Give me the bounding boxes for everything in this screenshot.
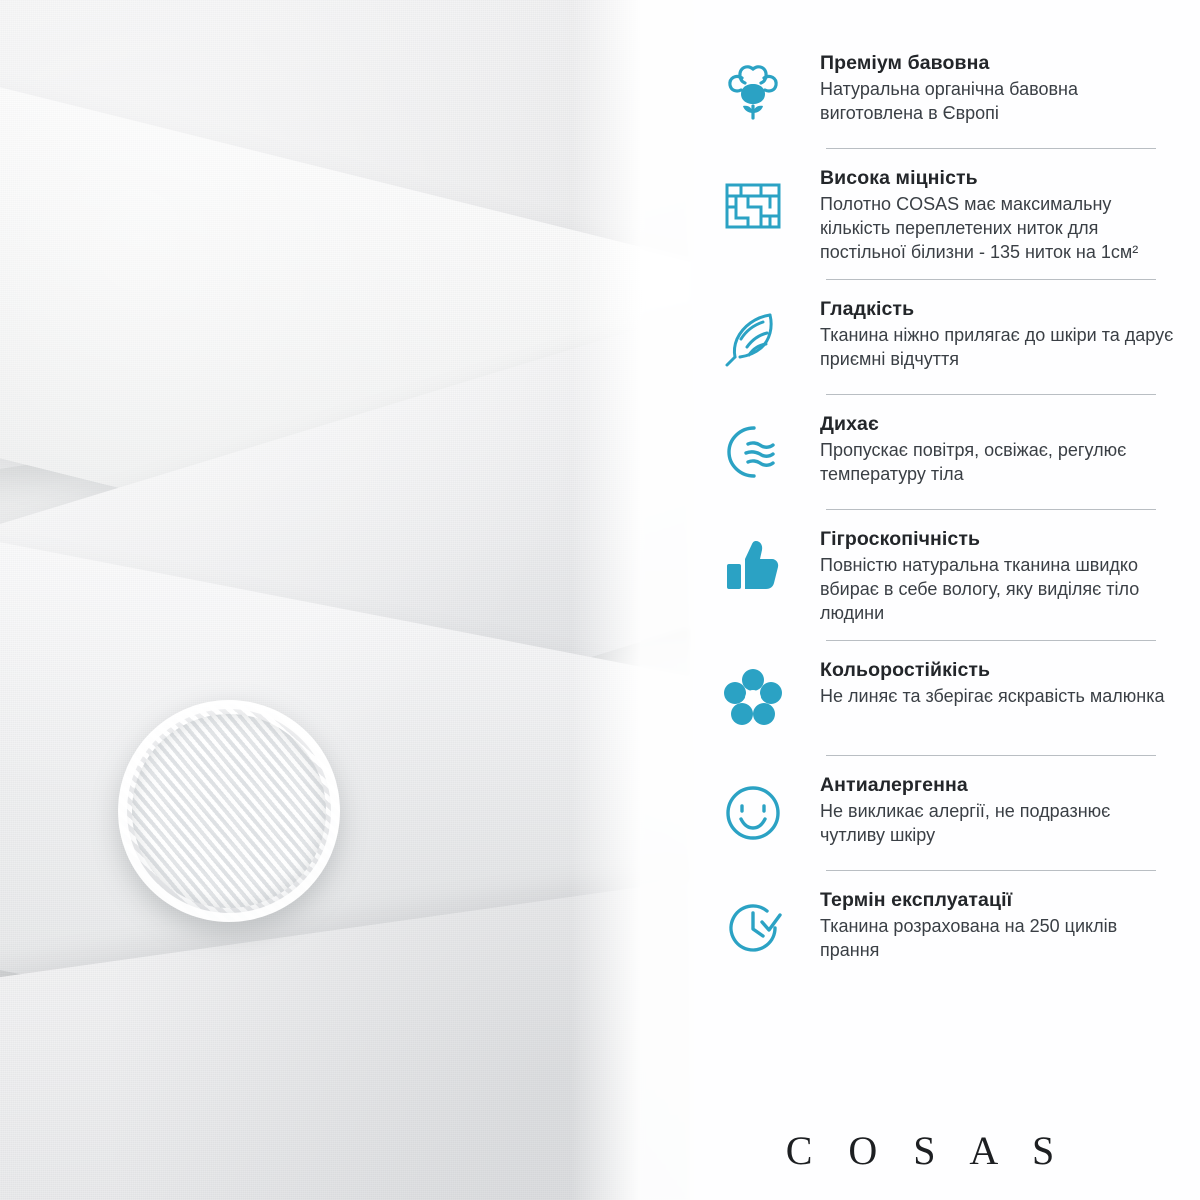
feature-description: Пропускає повітря, освіжає, регулює температуру тіла: [820, 439, 1127, 484]
thumbs-up-icon: [710, 524, 796, 610]
feature-description: Повністю натуральна тканина швидко вбирає в себе вологу, яку виділяє тіло людини: [820, 554, 1140, 623]
feature-item-colorfastness: [710, 641, 1180, 755]
feature-title: Преміум бавовна: [820, 52, 990, 74]
feature-title: Кольоростійкість: [820, 658, 991, 681]
breathable-air-icon: [710, 409, 796, 495]
feature-item-lifespan: [710, 871, 1180, 985]
feature-item-strength: [710, 149, 1180, 279]
feature-text: [820, 770, 1180, 848]
feature-title: Антиалергенна: [820, 773, 968, 796]
feature-text: [820, 294, 1180, 372]
feature-description: Тканина ніжно прилягає до шкіри та дарує приємні відчуття: [820, 324, 1174, 369]
brand-wordmark: C O S A S: [785, 1128, 1068, 1173]
cotton-flower-icon: [710, 48, 796, 134]
weave-pattern-icon: [710, 163, 796, 249]
feature-title: Дихає: [820, 412, 879, 435]
fabric-swatch-closeup: [118, 700, 340, 922]
feature-text: [820, 655, 1180, 709]
feature-item-hygroscopic: [710, 510, 1180, 640]
smiley-face-icon: [710, 770, 796, 856]
feature-description: Не линяє та зберігає яскравість малюнка: [820, 685, 1165, 706]
feature-description: Тканина розрахована на 250 циклів прання: [820, 915, 1118, 960]
flower-icon: [710, 655, 796, 741]
feature-item-hypoallergenic: [710, 756, 1180, 870]
feature-title: Висока міцність: [820, 167, 978, 189]
feature-text: [820, 163, 1180, 265]
feature-title: Термін експлуатації: [820, 888, 1013, 911]
feature-title: Гладкість: [820, 297, 915, 320]
feature-item-cotton: [710, 34, 1180, 148]
feature-text: [820, 524, 1180, 626]
feature-item-breathable: [710, 395, 1180, 509]
feature-text: [820, 885, 1180, 963]
feature-item-smoothness: [710, 280, 1180, 394]
feather-icon: [710, 294, 796, 380]
feature-description: Не викликає алергії, не подразнює чутливу шкіру: [820, 800, 1111, 845]
panel-gradient-edge: [570, 0, 640, 1200]
feature-description: Натуральна органічна бавовна виготовлена в Європі: [820, 79, 1078, 123]
features-panel: [640, 0, 1200, 1200]
feature-description: Полотно COSAS має максимальну кількість переплетених ниток для постільної білизни - 135 ниток на 1см²: [820, 194, 1139, 262]
brand-logo: [640, 1127, 1200, 1174]
feature-title: Гігроскопічність: [820, 527, 981, 550]
feature-text: [820, 409, 1180, 487]
features-list: [710, 34, 1180, 985]
clock-check-icon: [710, 885, 796, 971]
feature-text: [820, 48, 1180, 126]
